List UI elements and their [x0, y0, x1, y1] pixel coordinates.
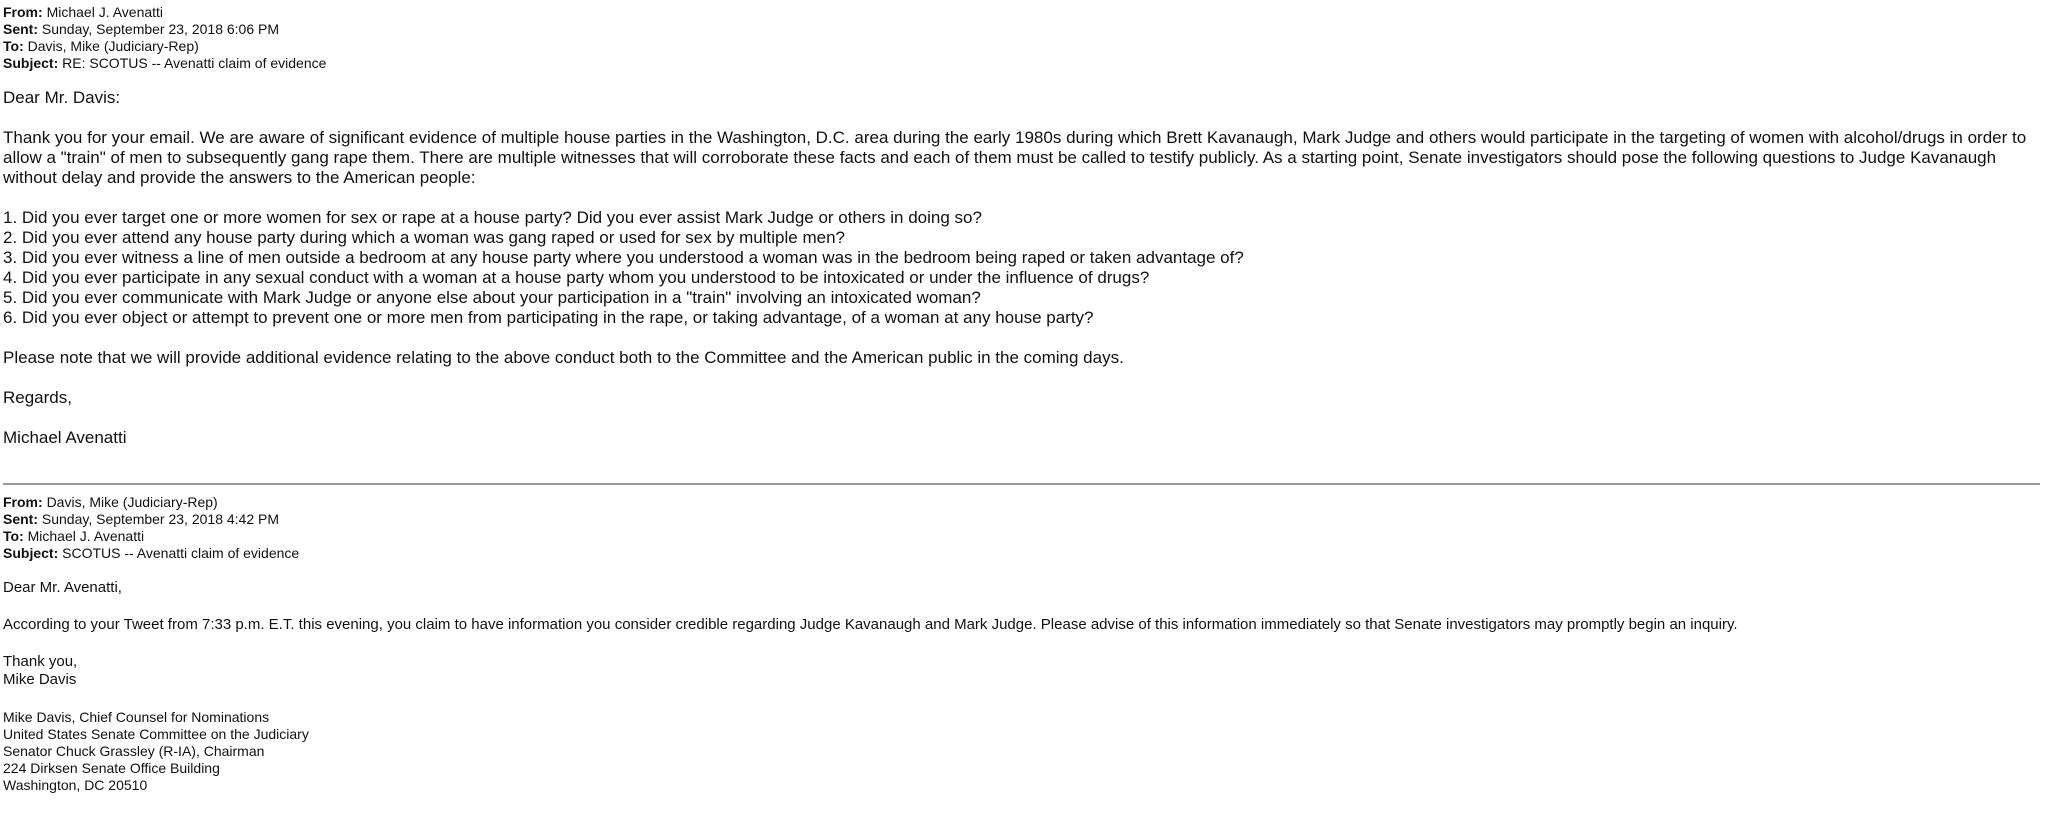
- greeting: Dear Mr. Davis:: [3, 88, 121, 107]
- question-item: 6. Did you ever object or attempt to prevent one or more men from participating in the rape, or taking advantage, of a woman at any house party?: [3, 308, 1094, 327]
- sent-line: [3, 511, 2041, 528]
- to-line: [3, 38, 2041, 55]
- email-original: [3, 494, 2041, 794]
- from-line: [3, 4, 2041, 21]
- signature-line: United States Senate Committee on the Judiciary: [3, 726, 309, 742]
- sent-value: Sunday, September 23, 2018 4:42 PM: [41, 511, 280, 527]
- subject-value: RE: SCOTUS -- Avenatti claim of evidence: [62, 55, 327, 71]
- subject-label: Subject:: [3, 545, 59, 561]
- question-item: 2. Did you ever attend any house party during which a woman was gang raped or used for sex by multiple men?: [3, 228, 845, 247]
- question-item: 1. Did you ever target one or more women for sex or rape at a house party? Did you ever assist Mark Judge or others in doing so?: [3, 208, 982, 227]
- signature-line: 224 Dirksen Senate Office Building: [3, 760, 220, 776]
- signature-line: Mike Davis, Chief Counsel for Nominations: [3, 709, 270, 725]
- email-headers: [3, 4, 2041, 72]
- email-headers: [3, 494, 2041, 562]
- question-item: 4. Did you ever participate in any sexual conduct with a woman at a house party whom you understood to be intoxicated or under the influence of drugs?: [3, 268, 1150, 287]
- sent-label: Sent:: [3, 21, 38, 37]
- email-reply: [3, 4, 2041, 448]
- body-paragraph: According to your Tweet from 7:33 p.m. E.T. this evening, you claim to have information you consider credible regarding Judge Kavanaugh and Mark Judge. Please advise of this information immediately so that Senate investigators may promptly begin an inquiry.: [3, 616, 1738, 633]
- sent-line: [3, 21, 2041, 38]
- closing-paragraph: Please note that we will provide additional evidence relating to the above conduct both to the Committee and the American public in the coming days.: [3, 348, 1124, 367]
- sent-value: Sunday, September 23, 2018 6:06 PM: [41, 21, 280, 37]
- signature-block: [3, 709, 2041, 794]
- closing: Thank you,: [3, 653, 78, 670]
- subject-label: Subject:: [3, 55, 59, 71]
- subject-line: [3, 545, 2041, 562]
- greeting: Dear Mr. Avenatti,: [3, 579, 122, 596]
- from-label: From:: [3, 4, 43, 20]
- from-value: Michael J. Avenatti: [46, 4, 164, 20]
- from-line: [3, 494, 2041, 511]
- body-paragraph: Thank you for your email. We are aware of significant evidence of multiple house parties in the Washington, D.C. area during the early 1980s during which Brett Kavanaugh, Mark Judge and others would participate in the targeting of women with alcohol/drugs in order to allow a "train" of men to subsequently gang rape them. There are multiple witnesses that will corroborate these facts and each of them must be called to testify publicly. As a starting point, Senate investigators should pose the following questions to Judge Kavanaugh without delay and provide the answers to the American people:: [3, 128, 2027, 187]
- signature: Mike Davis: [3, 671, 77, 688]
- message-divider: [3, 483, 2040, 485]
- to-value: Michael J. Avenatti: [27, 528, 145, 544]
- subject-line: [3, 55, 2041, 72]
- from-value: Davis, Mike (Judiciary-Rep): [46, 494, 218, 510]
- signature-line: Senator Chuck Grassley (R-IA), Chairman: [3, 743, 265, 759]
- to-value: Davis, Mike (Judiciary-Rep): [27, 38, 199, 54]
- signature: Michael Avenatti: [3, 428, 127, 447]
- to-label: To:: [3, 38, 24, 54]
- to-label: To:: [3, 528, 24, 544]
- from-label: From:: [3, 494, 43, 510]
- closing: Regards,: [3, 388, 72, 407]
- signature-line: Washington, DC 20510: [3, 777, 148, 793]
- question-item: 3. Did you ever witness a line of men outside a bedroom at any house party where you understood a woman was in the bedroom being raped or taken advantage of?: [3, 248, 1244, 267]
- subject-value: SCOTUS -- Avenatti claim of evidence: [62, 545, 300, 561]
- question-item: 5. Did you ever communicate with Mark Judge or anyone else about your participation in a "train" involving an intoxicated woman?: [3, 288, 981, 307]
- to-line: [3, 528, 2041, 545]
- sent-label: Sent:: [3, 511, 38, 527]
- question-list: [3, 208, 2041, 328]
